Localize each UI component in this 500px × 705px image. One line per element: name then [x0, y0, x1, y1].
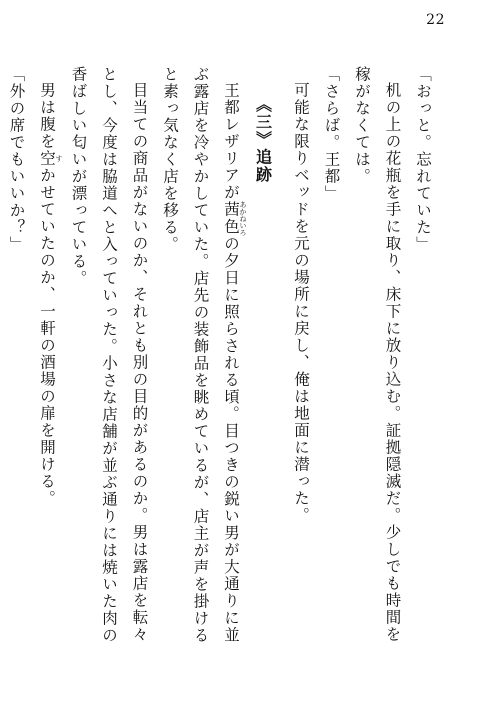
narration-paragraph: 可能な限りベッドを元の場所に戻し、俺は地面に潜った。	[292, 81, 310, 524]
ruby-base: 茜色	[222, 200, 240, 236]
text-span: かせていたのか、一軒の酒場の扉を開ける。	[38, 166, 56, 507]
text-span: 王都レザリアが	[222, 81, 240, 201]
page-number: 22	[426, 12, 445, 28]
narration-paragraph: 机の上の花瓶を手に取り、床下に放り込む。証拠隠滅だ。少しでも時間を稼がなくては。	[353, 66, 402, 643]
narration-paragraph	[32, 66, 64, 656]
section-heading: 《三》追跡	[253, 96, 273, 184]
ruby-base: 空	[38, 149, 56, 167]
ruby-reading: す	[55, 149, 63, 167]
ruby-annotation	[38, 149, 63, 167]
dialogue-line: 「外の席でもいいか？」	[7, 66, 26, 253]
text-span: 男は腹を	[38, 81, 56, 150]
text-span: の夕日に照らされる頃。目つきの鋭い男が大通りに並ぶ露店を冷やかしていた。店先の装飾品を眺めているが、店主が声を掛けると素っ気なく店を移る。	[161, 66, 240, 644]
ruby-annotation	[222, 200, 247, 236]
ruby-reading	[0, 167, 1, 184]
dialogue-line: 「さらば。王都」	[322, 66, 341, 202]
narration-paragraph: 目当ての商品がないのか、それとも別の目的があるのか。男は露店を転々とし、今度は脇道へと入っていった。小さな店舗が並ぶ通りには焼いた肉の香ばしい匂いが漂っている。	[69, 66, 149, 644]
ruby-reading: あかねいろ	[239, 200, 247, 236]
dialogue-line: 「おっと。忘れていた」	[414, 66, 432, 253]
vertical-text-body	[7, 66, 438, 656]
narration-paragraph	[155, 66, 248, 656]
